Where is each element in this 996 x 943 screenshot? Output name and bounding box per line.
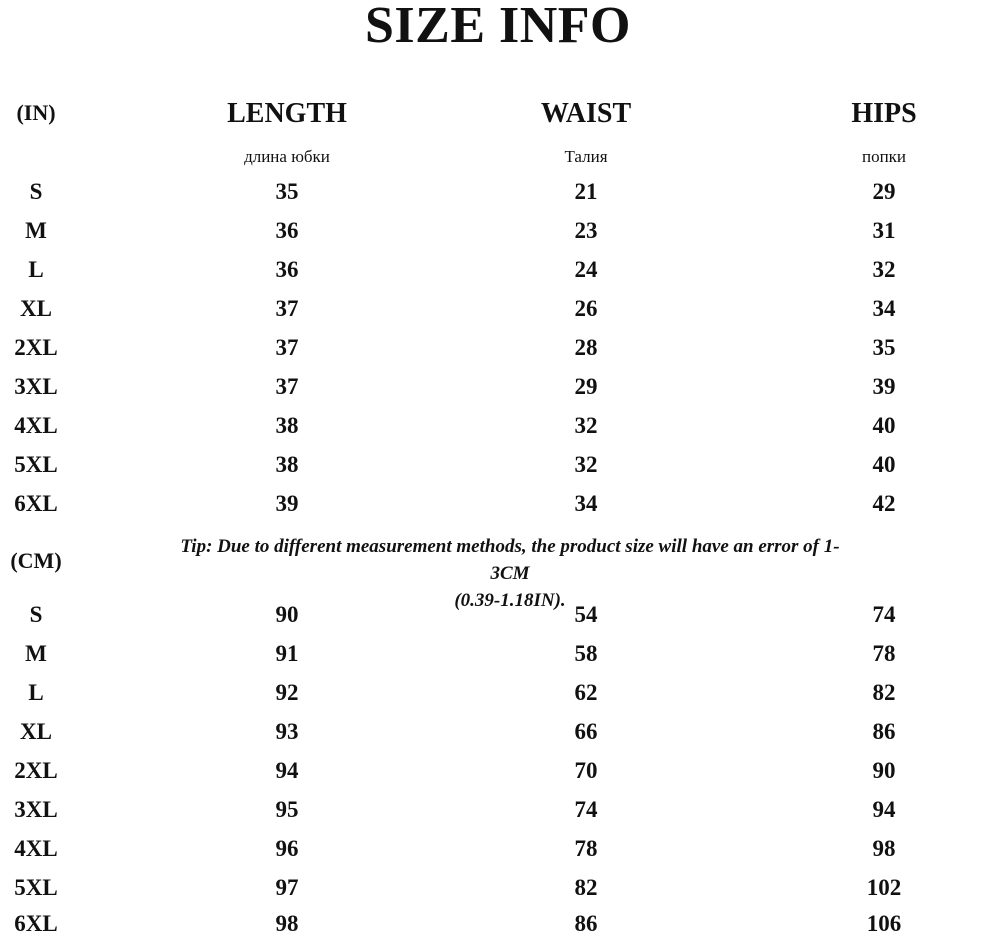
tip-line-1: Tip: Due to different measurement methods, the product size will have an error of 1-3CM: [180, 536, 840, 584]
tip-line-2: (0.39-1.18IN).: [454, 590, 566, 611]
waist-cell: 32: [574, 452, 598, 477]
length-cell: 36: [275, 218, 299, 243]
size-cell: 5XL: [14, 452, 58, 477]
hips-cell: 106: [866, 911, 902, 936]
unit-label-inches: (IN): [16, 100, 56, 125]
hips-cell: 102: [866, 875, 902, 900]
hips-cell: 42: [872, 491, 896, 516]
table-row: [0, 829, 996, 868]
waist-cell: 29: [574, 374, 598, 399]
waist-cell: 74: [574, 797, 598, 822]
table-row: [0, 634, 996, 673]
page-title: SIZE INFO: [364, 0, 632, 54]
waist-cell: 54: [574, 602, 598, 627]
column-header-waist: WAIST: [540, 98, 632, 129]
table-row: [0, 289, 996, 328]
size-cell: 3XL: [14, 374, 58, 399]
table-row: [0, 484, 996, 523]
column-header-length: LENGTH: [227, 98, 347, 129]
table-row: [0, 445, 996, 484]
length-cell: 93: [275, 719, 299, 744]
size-cell: XL: [20, 719, 52, 744]
length-cell: 95: [275, 797, 299, 822]
waist-cell: 28: [574, 335, 598, 360]
waist-cell: 58: [574, 641, 598, 666]
size-cell: M: [25, 641, 47, 666]
table-row: [0, 328, 996, 367]
length-cell: 97: [275, 875, 299, 900]
size-cell: 4XL: [14, 413, 58, 438]
column-header-hips: HIPS: [851, 98, 917, 129]
hips-cell: 34: [872, 296, 896, 321]
table-row: [0, 712, 996, 751]
waist-cell: 21: [574, 179, 598, 204]
table-row: [0, 868, 996, 907]
waist-cell: 23: [574, 218, 598, 243]
waist-cell: 70: [574, 758, 598, 783]
hips-cell: 98: [872, 836, 896, 861]
table-row: [0, 367, 996, 406]
table-row: [0, 250, 996, 289]
length-cell: 38: [275, 452, 299, 477]
size-cell: 4XL: [14, 836, 58, 861]
hips-cell: 35: [872, 335, 896, 360]
waist-cell: 82: [574, 875, 598, 900]
waist-cell: 32: [574, 413, 598, 438]
hips-cell: 94: [872, 797, 896, 822]
size-cell: L: [28, 257, 44, 282]
waist-cell: 86: [574, 911, 598, 936]
length-cell: 96: [275, 836, 299, 861]
size-cell: M: [25, 218, 47, 243]
column-subheader-length: длина юбки: [244, 147, 330, 166]
length-cell: 92: [275, 680, 299, 705]
length-cell: 38: [275, 413, 299, 438]
waist-cell: 78: [574, 836, 598, 861]
length-cell: 35: [275, 179, 299, 204]
table-row: [0, 406, 996, 445]
waist-cell: 34: [574, 491, 598, 516]
hips-cell: 74: [872, 602, 896, 627]
length-cell: 98: [275, 911, 299, 936]
length-cell: 39: [275, 491, 299, 516]
size-cell: S: [29, 179, 43, 204]
table-row: [0, 790, 996, 829]
length-cell: 90: [275, 602, 299, 627]
waist-cell: 26: [574, 296, 598, 321]
hips-cell: 32: [872, 257, 896, 282]
hips-cell: 78: [872, 641, 896, 666]
table-row: [0, 673, 996, 712]
table-row: [0, 751, 996, 790]
size-cell: 3XL: [14, 797, 58, 822]
waist-cell: 24: [574, 257, 598, 282]
hips-cell: 39: [872, 374, 896, 399]
size-cell: S: [29, 602, 43, 627]
column-subheader-hips: попки: [861, 147, 907, 166]
hips-cell: 82: [872, 680, 896, 705]
hips-cell: 31: [872, 218, 896, 243]
size-cell: L: [28, 680, 44, 705]
size-cell: 6XL: [14, 911, 58, 936]
length-cell: 37: [275, 335, 299, 360]
length-cell: 36: [275, 257, 299, 282]
waist-cell: 62: [574, 680, 598, 705]
table-row: [0, 595, 996, 634]
length-cell: 91: [275, 641, 299, 666]
column-subheader-waist: Талия: [564, 147, 608, 166]
length-cell: 37: [275, 374, 299, 399]
size-cell: XL: [20, 296, 52, 321]
table-row: [0, 211, 996, 250]
hips-cell: 29: [872, 179, 896, 204]
size-cell: 5XL: [14, 875, 58, 900]
hips-cell: 40: [872, 452, 896, 477]
table-row: [0, 904, 996, 943]
size-cell: 6XL: [14, 491, 58, 516]
table-row: [0, 172, 996, 211]
length-cell: 37: [275, 296, 299, 321]
size-cell: 2XL: [14, 758, 58, 783]
waist-cell: 66: [574, 719, 598, 744]
hips-cell: 90: [872, 758, 896, 783]
unit-label-centimeters: (CM): [10, 548, 62, 573]
size-cell: 2XL: [14, 335, 58, 360]
hips-cell: 86: [872, 719, 896, 744]
hips-cell: 40: [872, 413, 896, 438]
length-cell: 94: [275, 758, 299, 783]
